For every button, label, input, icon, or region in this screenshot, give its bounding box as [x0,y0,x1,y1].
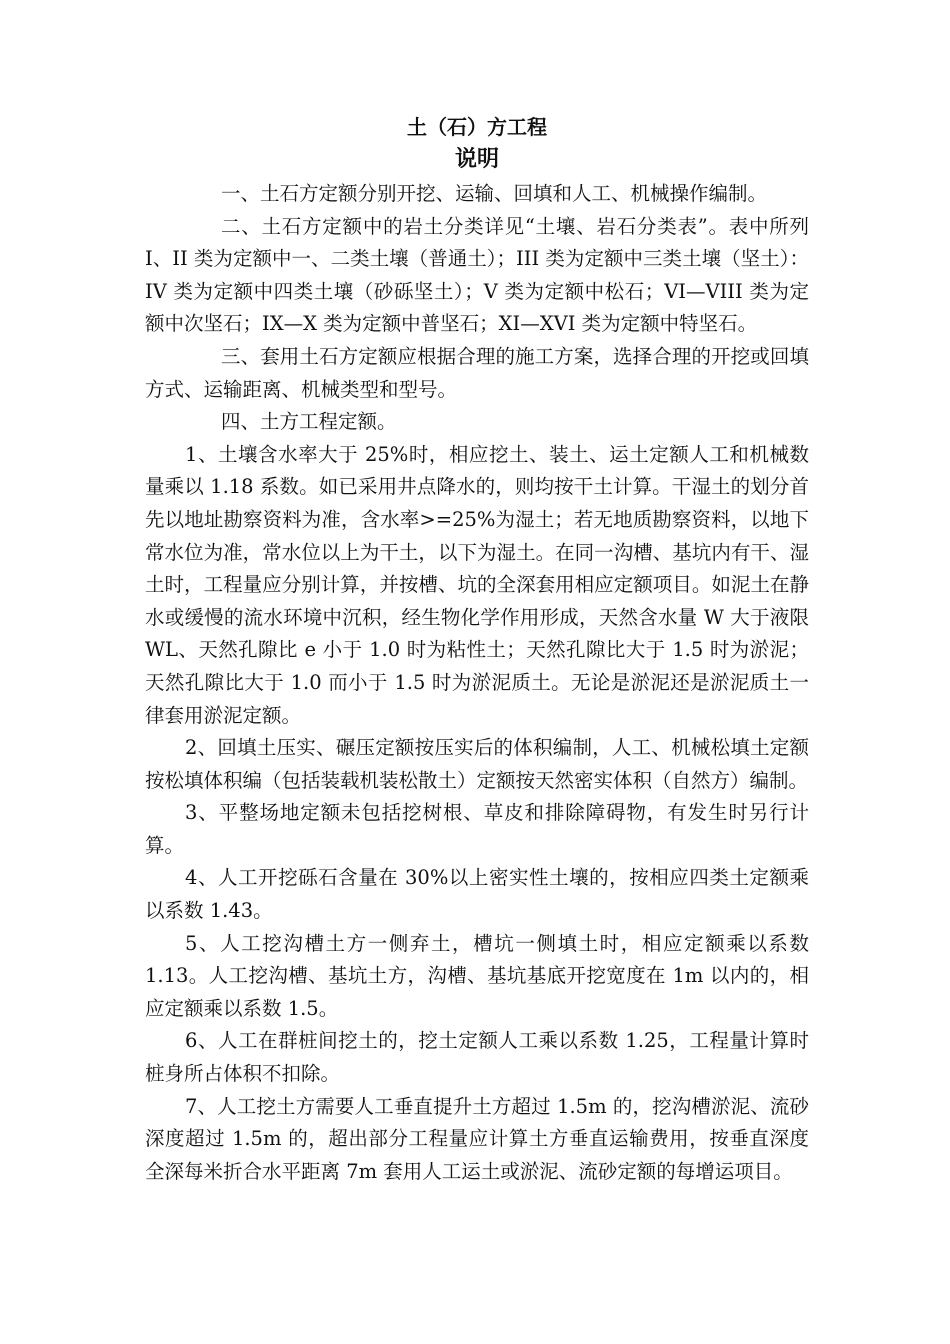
paragraph-3: 三、套用土石方定额应根据合理的施工方案，选择合理的开挖或回填方式、运输距离、机械类型和型号。 [145,344,809,401]
paragraph-10: 6、人工在群桩间挖土的，挖土定额人工乘以系数 1.25，工程量计算时桩身所占体积不扣除。 [145,1029,809,1086]
paragraph-9: 5、人工挖沟槽土方一侧弃土，槽坑一侧填土时，相应定额乘以系数 1.13。人工挖沟槽、基坑土方，沟槽、基坑基底开挖宽度在 1m 以内的，相应定额乘以系数 1.5。 [145,931,809,1020]
document-title: 土（石）方工程 [407,115,547,139]
paragraph-4: 四、土方工程定额。 [221,410,397,434]
paragraph-2: 二、土石方定额中的岩土分类详见“土壤、岩石分类表”。表中所列 I、II 类为定额中一、二类土壤（普通土）；III 类为定额中三类土壤（坚土）：IV 类为定额中四类土壤（砂砾坚土）；V 类为定额中松石；VI—VIII 类为定额中次坚石；IX—X 类为定额中普坚石；XI—XVI 类为定额中特坚石。 [145,214,809,336]
paragraph-7: 3、平整场地定额未包括挖树根、草皮和排除障碍物，有发生时另行计算。 [145,801,809,857]
paragraph-1: 一、土石方定额分别开挖、运输、回填和人工、机械操作编制。 [221,182,768,205]
paragraph-5: 1、土壤含水率大于 25%时，相应挖土、装土、运土定额人工和机械数量乘以 1.18 系数。如已采用井点降水的，则均按干土计算。干湿土的划分首先以地址勘察资料为准，含水率>=25%为湿土；若无地质勘察资料，以地下常水位为准，常水位以上为干土，以下为湿土。在同一沟槽、基坑内有干、湿土时，工程量应分别计算，并按槽、坑的全深套用相应定额项目。如泥土在静水或缓慢的流水环境中沉积，经生物化学作用形成，天然含水量 W 大于液限 WL、天然孔隙比 e 小于 1.0 时为粘性土；天然孔隙比大于 1.5 时为淤泥；天然孔隙比大于 1.0 而小于 1.5 时为淤泥质土。无论是淤泥还是淤泥质土一律套用淤泥定额。 [145,442,809,727]
paragraph-11: 7、人工挖土方需要人工垂直提升土方超过 1.5m 的，挖沟槽淤泥、流砂深度超过 1.5m 的，超出部分工程量应计算土方垂直运输费用，按垂直深度全深每米折合水平距离 7m 套用人工运土或淤泥、流砂定额的每增运项目。 [145,1094,809,1183]
paragraph-6: 2、回填土压实、碾压定额按压实后的体积编制，人工、机械松填土定额按松填体积编（包括装载机装松散土）定额按天然密实体积（自然方）编制。 [145,736,809,792]
document-subtitle: 说明 [454,146,499,172]
paragraph-8: 4、人工开挖砾石含量在 30%以上密实性土壤的，按相应四类土定额乘以系数 1.43。 [145,866,809,923]
document-page [145,112,809,1188]
